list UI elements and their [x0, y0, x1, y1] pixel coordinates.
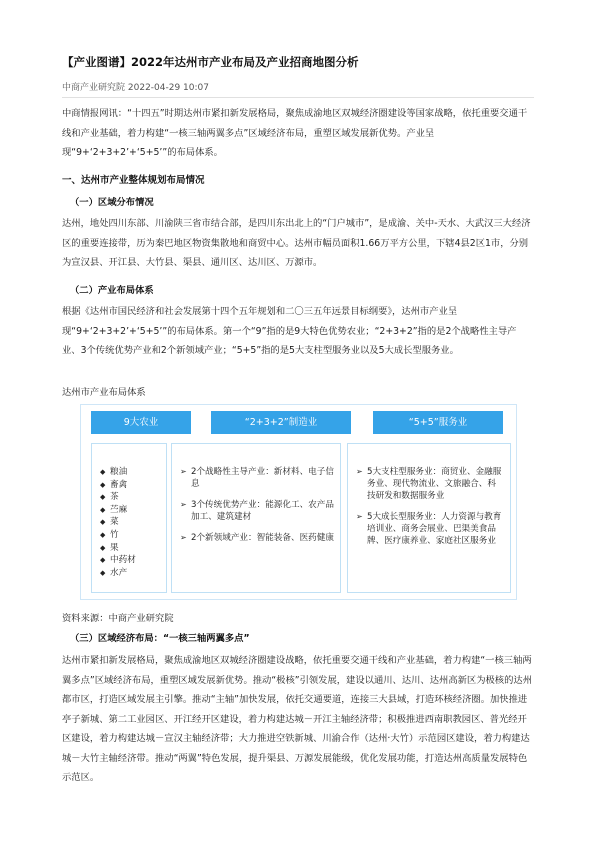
list-item: ◆ 苎麻 — [100, 504, 136, 517]
industry-layout-diagram — [80, 404, 517, 600]
list-item: ➢ 5大支柱型服务业：商贸业、金融服务业、现代物流业、文旅融合、科技研发和数据服务业 — [356, 466, 504, 502]
source-name[interactable]: 中商产业研究院 — [62, 83, 126, 93]
intro-paragraph: 中商情报网讯：“十四五”时期达州市紧扣新发展格局，聚焦成渝地区双城经济圈建设等国家战略，依托重要交通干线和产业基础，着力构建“一核三轴两翼多点”区域经济布局，重塑区域发展新优势。产业呈现“9+‘2+3+2’+‘5+5’”的布局体系。 — [62, 108, 528, 158]
region-paragraph: 达州，地处四川东部、川渝陕三省市结合部，是四川东出北上的“门户城市”，是成渝、关中-天水、大武汉三大经济区的重要连接带，历为秦巴地区物资集散地和商贸中心。达州市幅员面积1.66万平方公里，下辖4县2区1市，分别为宣汉县、开江县、大竹县、渠县、通川区、达川区、万源市。 — [62, 218, 531, 268]
column-body-manufacturing — [171, 443, 341, 593]
list-item: ➢ 2个战略性主导产业：新材料、电子信息 — [180, 466, 334, 490]
column-header-manufacturing: “2+3+2”制造业 — [211, 411, 351, 434]
regional-economy-paragraph: 达州市紧扣新发展格局，聚焦成渝地区双城经济圈建设战略，依托重要交通干线和产业基础，着力构建“一核三轴两翼多点”区域经济布局，重塑区域发展新优势。推动“极核”引领发展，建设以通川、达川、达州高新区为极核的达州都市区，打造区域发展主引擎。推动“主轴”加快发展，依托交通要道，连接三大县域，打造环核经济圈。加快推进亭子新城、第二工业园区、开江经开区建设，着力构建达城－开江主轴经济带；积极推进西南职教园区、普光经开区建设，着力构建达城－宣汉主轴经济带；大力推进空铁新城、川渝合作（达州·大竹）示范园区建设，着力构建达城－大竹主轴经济带。推动“两翼”特色发展，提升渠县、万源发展能级，优化发展功能，打造达州高质量发展特色示范区。 — [62, 655, 532, 783]
subsection-heading-region: （一）区域分布情况 — [70, 197, 154, 208]
publish-date: 2022-04-29 10:07 — [127, 83, 209, 93]
list-item: ◆ 畜禽 — [100, 479, 136, 492]
list-item: ➢ 5大成长型服务业：人力资源与教育培训业、商务会展业、巴渠美食品牌、医疗康养业、家庭社区服务业 — [356, 511, 504, 547]
services-list — [356, 466, 504, 556]
subsection-heading-industry: （二）产业布局体系 — [70, 285, 154, 296]
column-header-agriculture: 9大农业 — [91, 411, 191, 434]
list-item: ◆ 茶 — [100, 491, 136, 504]
list-item: ◆ 菜 — [100, 516, 136, 529]
column-body-services — [347, 443, 511, 593]
agriculture-list — [100, 466, 136, 579]
list-item: ◆ 粮油 — [100, 466, 136, 479]
section-heading: 一、达州市产业整体规划布局情况 — [62, 175, 205, 186]
industry-paragraph: 根据《达州市国民经济和社会发展第十四个五年规划和二〇三五年远景目标纲要》，达州市产业呈现“9+‘2+3+2’+‘5+5’”的布局体系。第一个“9”指的是9大特色优势农业；“2+3+2”指的是2个战略性主导产业、3个传统优势产业和2个新领域产业；“5+5”指的是5大支柱型服务业以及5大成长型服务业。 — [62, 306, 517, 356]
list-item: ➢ 3个传统优势产业：能源化工、农产品加工、建筑建材 — [180, 499, 334, 523]
subsection-heading-regional-economy: （三）区域经济布局：“一核三轴两翼多点” — [70, 633, 250, 644]
data-source: 资料来源：中商产业研究院 — [62, 613, 174, 624]
list-item: ◆ 中药材 — [100, 554, 136, 567]
figure-caption: 达州市产业布局体系 — [62, 387, 146, 398]
article-title: 【产业图谱】2022年达州市产业布局及产业招商地图分析 — [62, 55, 359, 69]
column-header-services: “5+5”服务业 — [373, 411, 503, 434]
list-item: ◆ 水产 — [100, 567, 136, 580]
title-divider — [62, 97, 534, 98]
manufacturing-list — [180, 466, 334, 553]
article-meta — [62, 80, 209, 93]
list-item: ◆ 果 — [100, 542, 136, 555]
list-item: ➢ 2个新领域产业：智能装备、医药健康 — [180, 532, 334, 544]
list-item: ◆ 竹 — [100, 529, 136, 542]
column-body-agriculture — [91, 443, 167, 593]
